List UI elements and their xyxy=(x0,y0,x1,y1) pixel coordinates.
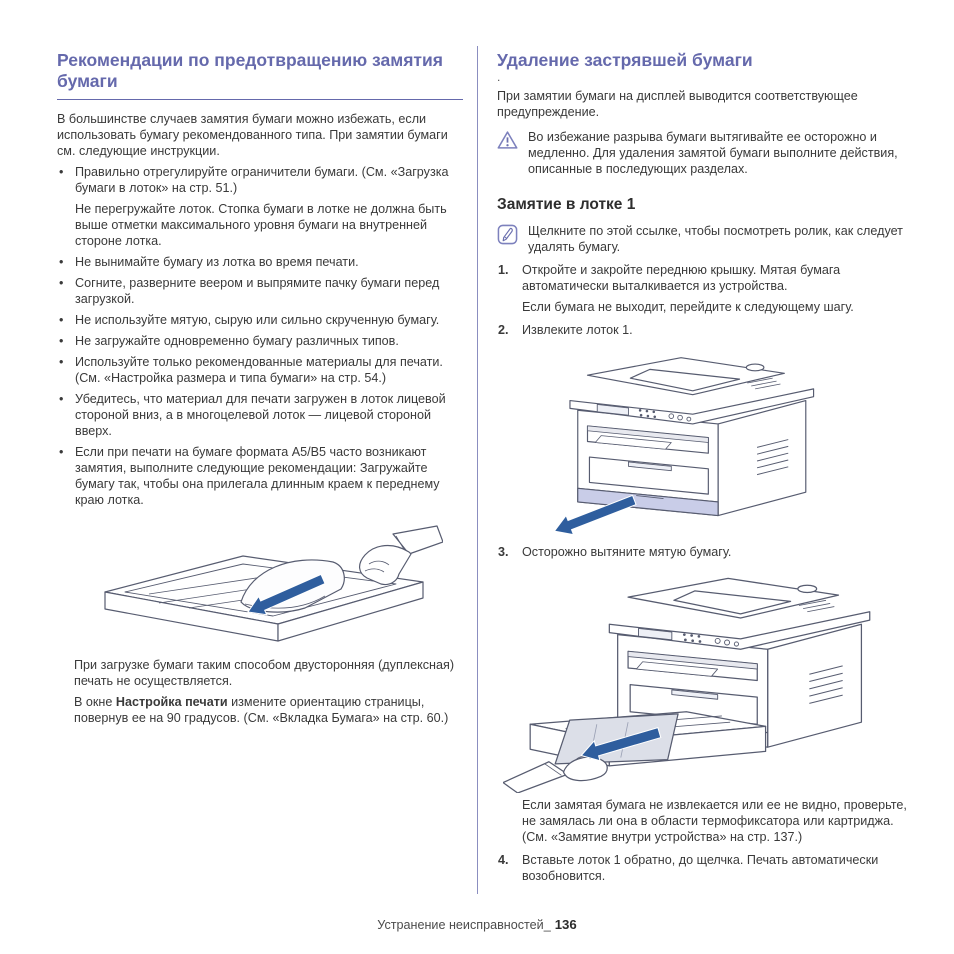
list-item-text: Используйте только рекомендованные материалы для печати. (См. «Настройка размера и типа бумаги» на стр. 54.) xyxy=(75,355,443,385)
list-item xyxy=(57,275,463,307)
section-title-clearing: Удаление застрявшей бумаги xyxy=(497,50,753,70)
section-title-prevention: Рекомендации по предотвращению замятия бумаги xyxy=(57,50,443,91)
step-subtext: Если бумага не выходит, перейдите к следующему шагу. xyxy=(522,300,854,314)
list-item xyxy=(57,391,463,439)
footer-page-number: 136 xyxy=(554,917,577,932)
heading-rule xyxy=(57,99,463,100)
bullet-marker: • xyxy=(59,334,64,348)
duplex-note-paragraph: При загрузке бумаги таким способом двусторонняя (дуплексная) печать не осуществляется. xyxy=(74,658,455,688)
orientation-note-paragraph: В окне Настройка печати измените ориентацию страницы, повернув ее на 90 градусов. (См. «Вкладка Бумага» на стр. 60.) xyxy=(74,695,449,725)
warning-callout xyxy=(497,129,914,177)
bullet-marker: • xyxy=(59,445,64,459)
page-footer xyxy=(0,917,954,932)
bullet-marker: • xyxy=(59,355,64,369)
list-item-text: Убедитесь, что материал для печати загружен в лоток лицевой стороной вниз, а в многоцелевой лоток — лицевой стороной вверх. xyxy=(75,392,446,438)
list-item-text: Не используйте мятую, сырую или сильно скрученную бумагу. xyxy=(75,313,440,327)
printer1-svg xyxy=(527,346,839,537)
list-item-text: Правильно отрегулируйте ограничители бумаги. (См. «Загрузка бумаги в лоток» на стр. 51.) xyxy=(75,165,449,195)
prevention-tips-list xyxy=(57,164,463,508)
step-text: Извлеките лоток 1. xyxy=(522,323,633,337)
paper-tray-loading-illustration xyxy=(93,524,463,649)
fuser-check-paragraph: Если замятая бумага не извлекается или ее не видно, проверьте, не замялась ли она в области термофиксатора или картриджа. (См. «Замятие внутри устройства» на стр. 137.) xyxy=(522,798,907,844)
bullet-marker: • xyxy=(59,276,64,290)
footer-chapter-label: Устранение неисправностей_ xyxy=(377,918,551,932)
printer-tray-removal-illustration xyxy=(527,346,914,537)
right-intro-paragraph: При замятии бумаги на дисплей выводится соответствующее предупреждение. xyxy=(497,89,858,119)
printing-preferences-label: Настройка печати xyxy=(115,695,228,709)
bullet-marker: • xyxy=(59,255,64,269)
tray-illustration-svg xyxy=(93,524,443,649)
step-number: 2. xyxy=(498,323,509,337)
list-item xyxy=(57,444,463,508)
step-1 xyxy=(497,262,914,315)
step-4 xyxy=(497,852,914,884)
step-3 xyxy=(497,544,914,560)
bullet-marker: • xyxy=(59,165,64,179)
warning-text: Во избежание разрыва бумаги вытягивайте ее осторожно и медленно. Для удаления замятой бумаги выполните действия, описанные в последующих разделах. xyxy=(528,130,898,176)
printer-paper-pull-illustration xyxy=(503,568,914,793)
bullet-marker: • xyxy=(59,392,64,406)
note-pencil-icon xyxy=(497,224,518,255)
subsection-title-tray1: Замятие в лотке 1 xyxy=(497,196,636,213)
left-intro-paragraph: В большинстве случаев замятия бумаги можно избежать, если использовать бумагу рекомендованного типа. При замятии бумаги см. следующие инструкции. xyxy=(57,112,448,158)
left-column xyxy=(57,50,463,894)
step-text: Осторожно вытяните мятую бумагу. xyxy=(522,545,732,559)
stray-period: . xyxy=(497,70,501,84)
list-item-text: Если при печати на бумаге формата A5/B5 часто возникают замятия, выполните следующие рекомендации: Загружайте бумагу так, чтобы она прилегала длинным краем к переднему краю лотка. xyxy=(75,445,440,507)
list-item xyxy=(57,164,463,249)
step-text: Вставьте лоток 1 обратно, до щелчка. Печать автоматически возобновится. xyxy=(522,853,879,883)
bullet-marker: • xyxy=(59,313,64,327)
step-text: Откройте и закройте переднюю крышку. Мятая бумага автоматически выталкивается из устройства. xyxy=(522,263,841,293)
list-item-text: Не вынимайте бумагу из лотка во время печати. xyxy=(75,255,359,269)
printer2-svg xyxy=(503,568,899,793)
list-item xyxy=(57,333,463,349)
list-item xyxy=(57,354,463,386)
step-number: 3. xyxy=(498,545,509,559)
step-number: 4. xyxy=(498,853,509,867)
list-item-text: Не загружайте одновременно бумагу различных типов. xyxy=(75,334,399,348)
video-link-note[interactable]: Щелкните по этой ссылке, чтобы посмотреть ролик, как следует удалять бумагу. xyxy=(528,224,903,254)
step-number: 1. xyxy=(498,263,509,277)
step-2 xyxy=(497,322,914,338)
note-callout xyxy=(497,223,914,255)
warning-triangle-icon xyxy=(497,130,518,177)
right-column xyxy=(478,50,914,894)
list-item xyxy=(57,312,463,328)
list-item xyxy=(57,254,463,270)
list-item-text: Согните, разверните веером и выпрямите пачку бумаги перед загрузкой. xyxy=(75,276,440,306)
list-item-subtext: Не перегружайте лоток. Стопка бумаги в лотке не должна быть выше отметки максимального уровня бумаги на внутренней стороне лотка. xyxy=(75,202,447,248)
